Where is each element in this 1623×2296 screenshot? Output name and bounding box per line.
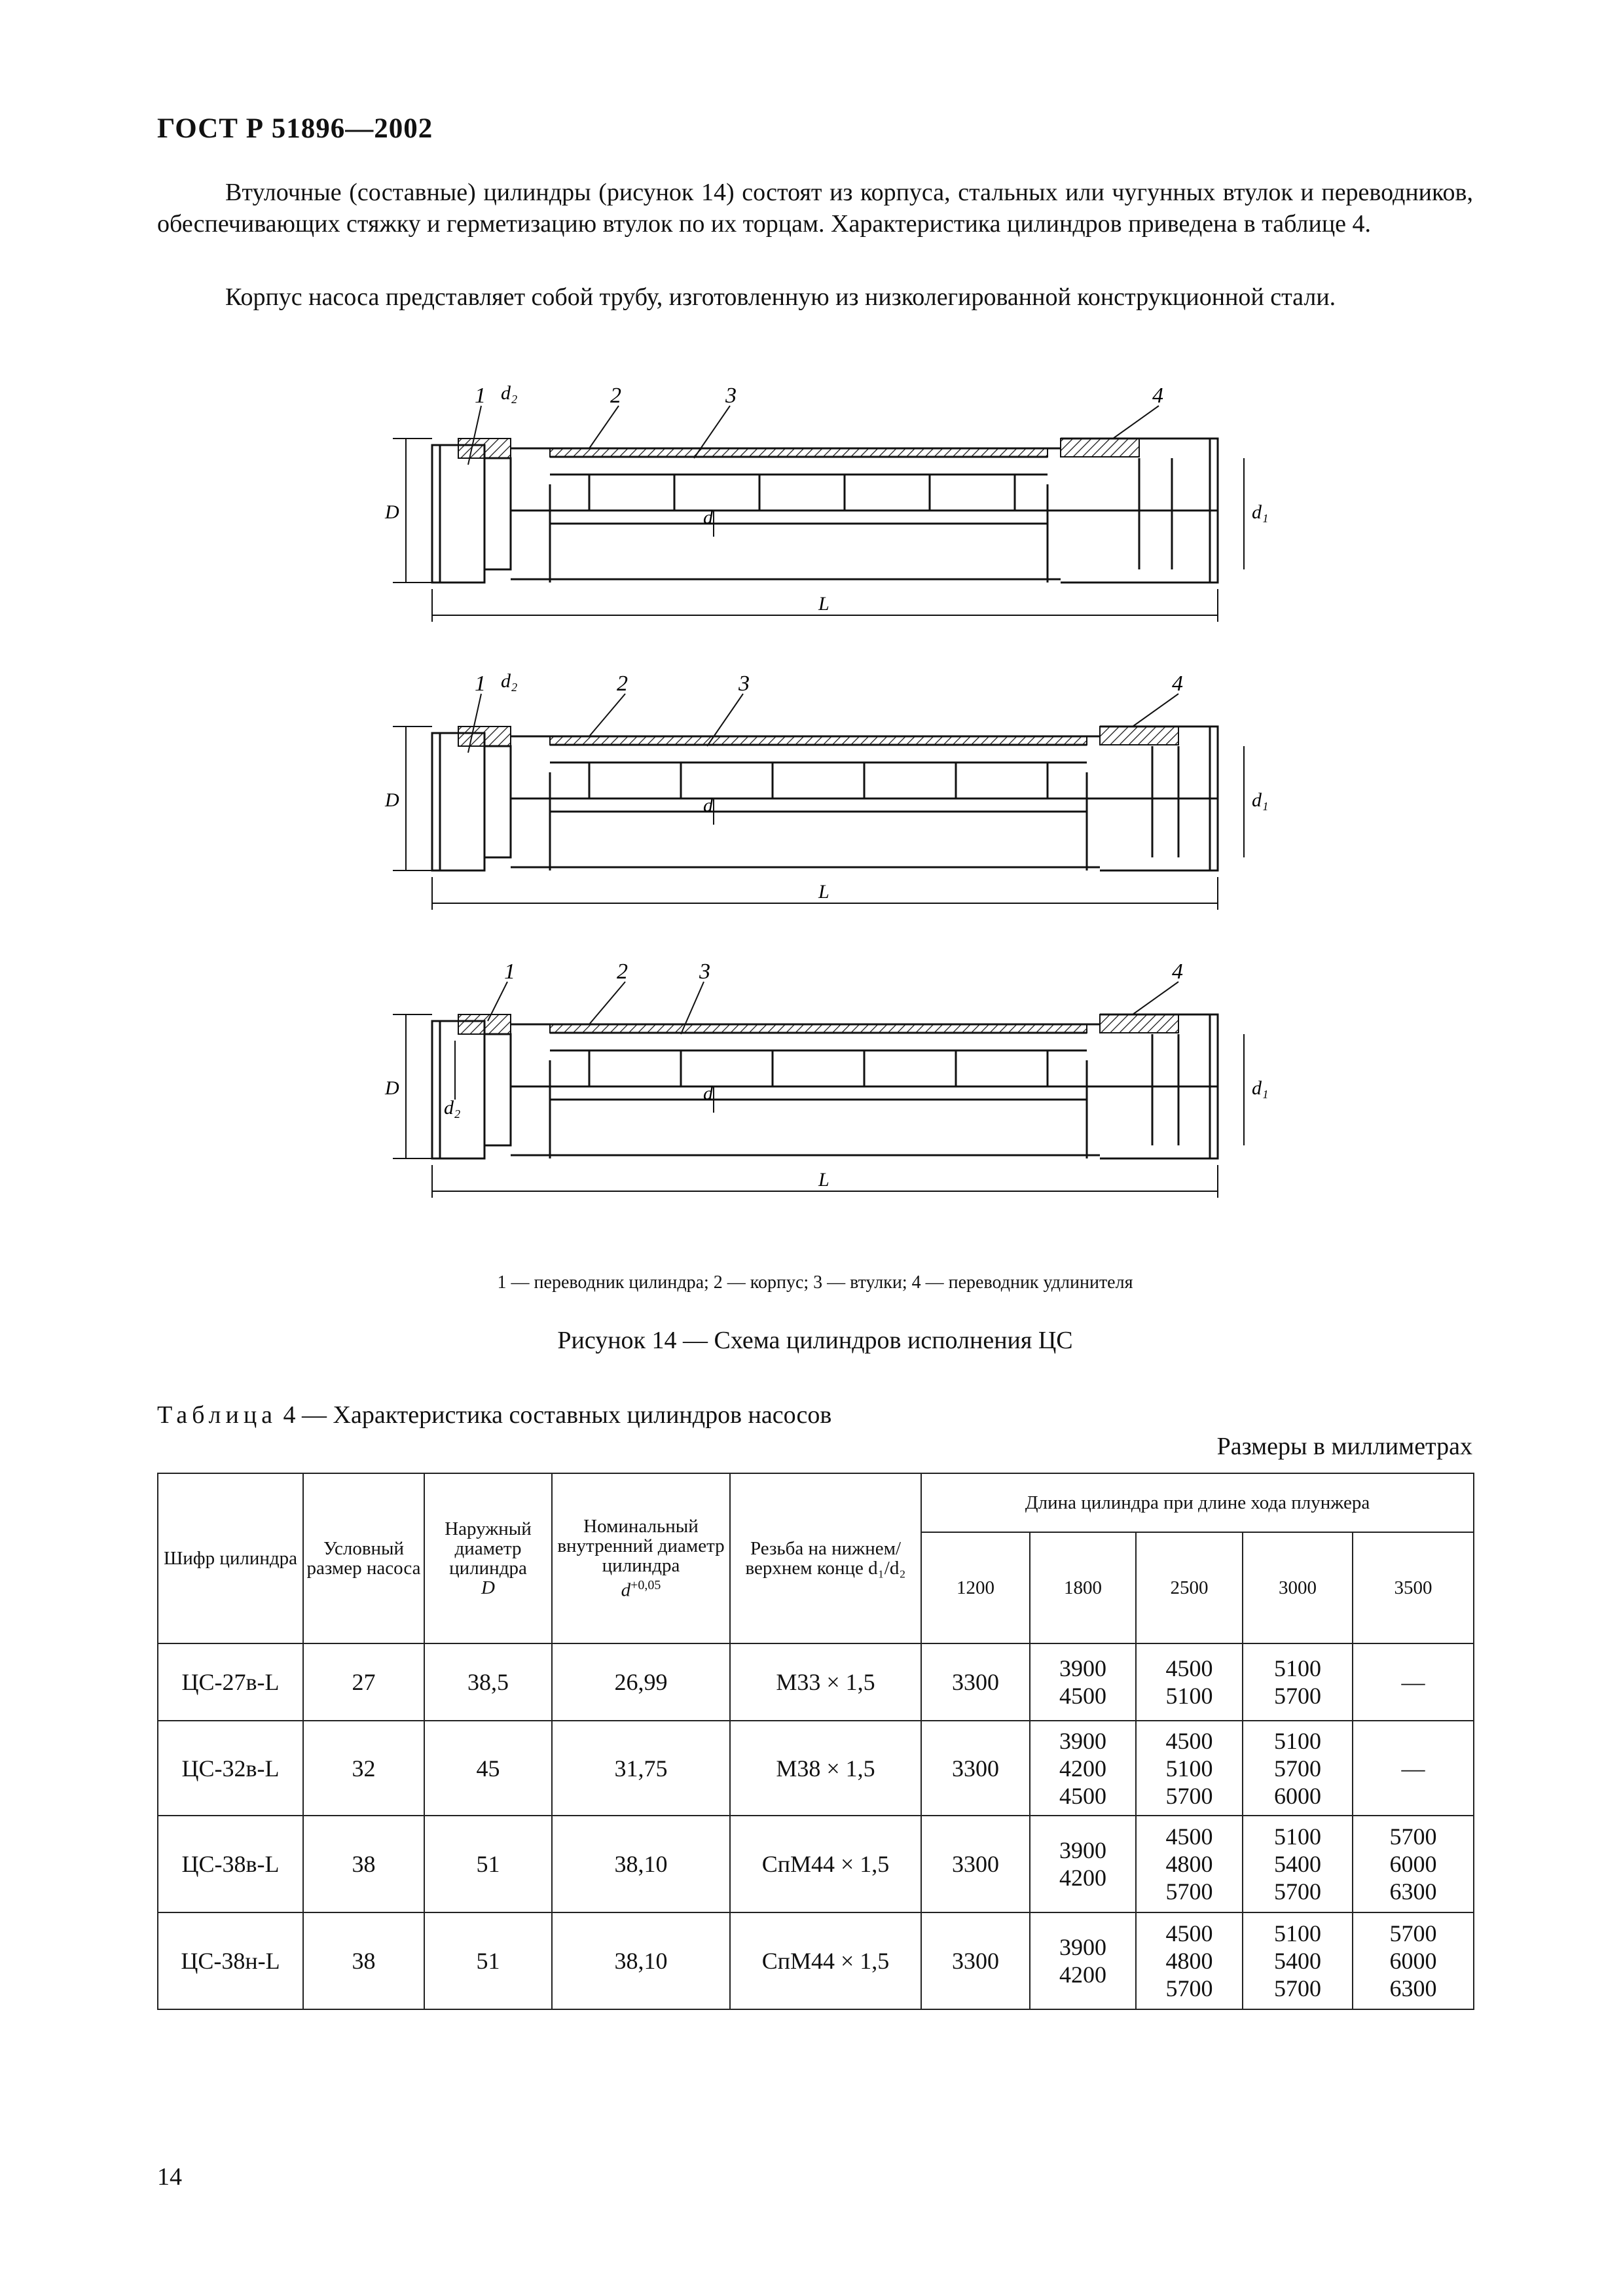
cylinder-variant-1 (384, 382, 1268, 622)
label-d1-v3: d₁ (1252, 1077, 1269, 1099)
label-d2-v3: d₂ (444, 1097, 461, 1119)
cell-outer: 45 (424, 1721, 552, 1816)
cell-size: 38 (303, 1816, 424, 1912)
header-inner-text: Номинальный внутренний диаметр цилиндра (557, 1516, 725, 1577)
cell-l1800: 3900 4200 (1030, 1816, 1136, 1912)
label-d-v3: d (703, 1083, 713, 1104)
document-header: ГОСТ Р 51896—2002 (157, 113, 433, 144)
label-L-v1: L (818, 593, 830, 615)
cell-l1200: 3300 (921, 1816, 1030, 1912)
label-D-v2: D (385, 789, 399, 811)
label-d2-v2: d₂ (501, 670, 518, 692)
cell-l3500: — (1353, 1721, 1474, 1816)
cell-l1800: 3900 4200 (1030, 1912, 1136, 2009)
header-size: Условный размер насоса (303, 1473, 424, 1643)
label-d2-v1: d₂ (501, 382, 518, 404)
table-caption (157, 1401, 831, 1429)
label-4-v2: 4 (1172, 672, 1183, 696)
label-2-v1: 2 (610, 384, 621, 408)
header-inner-symbol: d (621, 1579, 631, 1601)
label-d1-v1: d₁ (1252, 501, 1269, 523)
cell-cipher: ЦС-27в-L (158, 1643, 303, 1721)
cell-size: 32 (303, 1721, 424, 1816)
cell-l3500: 5700 6000 6300 (1353, 1912, 1474, 2009)
cell-inner: 38,10 (552, 1816, 730, 1912)
cell-l3000: 5100 5700 (1243, 1643, 1353, 1721)
cell-thread: СпМ44 × 1,5 (730, 1912, 921, 2009)
header-length-group: Длина цилиндра при длине хода плунжера (921, 1473, 1474, 1532)
header-inner (552, 1473, 730, 1643)
table-row (158, 1816, 1474, 1912)
label-3-v3: 3 (699, 960, 710, 984)
header-inner-tolerance: +0,05 (630, 1578, 661, 1593)
cell-l1200: 3300 (921, 1721, 1030, 1816)
cell-inner: 38,10 (552, 1912, 730, 2009)
paragraph-body: Корпус насоса представляет собой трубу, изготовленную из низколегированной конструкционной стали. (225, 283, 1336, 311)
header-stroke-1200: 1200 (921, 1532, 1030, 1643)
cell-l2500: 4500 4800 5700 (1136, 1816, 1243, 1912)
cell-l3500: — (1353, 1643, 1474, 1721)
label-d-v2: d (703, 795, 713, 816)
cell-outer: 38,5 (424, 1643, 552, 1721)
header-stroke-1800: 1800 (1030, 1532, 1136, 1643)
header-outer-symbol: D (481, 1577, 495, 1598)
cell-l2500: 4500 5100 5700 (1136, 1721, 1243, 1816)
cell-l1200: 3300 (921, 1912, 1030, 2009)
cell-inner: 31,75 (552, 1721, 730, 1816)
cylinder-variant-2 (384, 670, 1268, 910)
cell-l3000: 5100 5700 6000 (1243, 1721, 1353, 1816)
label-4-v1: 4 (1152, 384, 1163, 408)
header-stroke-2500: 2500 (1136, 1532, 1243, 1643)
header-thread: Резьба на нижнем/верхнем конце d₁/d₂ (730, 1473, 921, 1643)
header-cipher: Шифр цилиндра (158, 1473, 303, 1643)
table-caption-prefix: Таблица (157, 1401, 278, 1429)
cell-l3000: 5100 5400 5700 (1243, 1912, 1353, 2009)
cell-cipher: ЦС-32в-L (158, 1721, 303, 1816)
label-d-v1: d (703, 507, 713, 528)
cell-l1200: 3300 (921, 1643, 1030, 1721)
table-row (158, 1912, 1474, 2009)
label-3-v2: 3 (739, 672, 750, 696)
header-outer (424, 1473, 552, 1643)
table-row (158, 1643, 1474, 1721)
cell-l2500: 4500 5100 (1136, 1643, 1243, 1721)
label-2-v2: 2 (617, 672, 628, 696)
cell-outer: 51 (424, 1816, 552, 1912)
cell-size: 27 (303, 1643, 424, 1721)
table-units: Размеры в миллиметрах (1216, 1433, 1472, 1460)
figure-legend: 1 — переводник цилиндра; 2 — корпус; 3 — втулки; 4 — переводник удлинителя (497, 1272, 1133, 1293)
label-L-v2: L (818, 881, 830, 903)
cell-inner: 26,99 (552, 1643, 730, 1721)
cell-l2500: 4500 4800 5700 (1136, 1912, 1243, 2009)
figure-caption: Рисунок 14 — Схема цилиндров исполнения ЦС (557, 1327, 1073, 1354)
label-1-v2: 1 (475, 672, 486, 696)
cylinder-drawings (367, 367, 1309, 1237)
header-stroke-3500: 3500 (1353, 1532, 1474, 1643)
cell-l1800: 3900 4200 4500 (1030, 1721, 1136, 1816)
cylinder-spec-table (157, 1473, 1474, 2010)
label-d1-v2: d₁ (1252, 789, 1269, 811)
table-row (158, 1721, 1474, 1816)
label-L-v3: L (818, 1169, 830, 1191)
table-caption-text: 4 — Характеристика составных цилиндров насосов (277, 1401, 832, 1429)
label-1-v3: 1 (504, 960, 515, 984)
figure-cylinder-schemes (367, 367, 1309, 1237)
cylinder-variant-3 (384, 960, 1268, 1198)
cell-l3000: 5100 5400 5700 (1243, 1816, 1353, 1912)
header-outer-text: Наружный диаметр цилиндра (445, 1518, 532, 1579)
paragraph-cylinders: Втулочные (составные) цилиндры (рисунок 14) состоят из корпуса, стальных или чугунных втулок и переводников, обеспечивающих стяжку и герметизацию втулок по их торцам. Характеристика цилиндров приведена в таблице 4. (157, 179, 1473, 238)
cell-l1800: 3900 4500 (1030, 1643, 1136, 1721)
cell-outer: 51 (424, 1912, 552, 2009)
cell-cipher: ЦС-38в-L (158, 1816, 303, 1912)
cell-size: 38 (303, 1912, 424, 2009)
cell-thread: СпМ44 × 1,5 (730, 1816, 921, 1912)
header-stroke-3000: 3000 (1243, 1532, 1353, 1643)
cell-cipher: ЦС-38н-L (158, 1912, 303, 2009)
label-D-v3: D (385, 1077, 399, 1099)
page-number: 14 (157, 2163, 182, 2191)
label-4-v3: 4 (1172, 960, 1183, 984)
label-3-v1: 3 (725, 384, 737, 408)
cell-thread: М38 × 1,5 (730, 1721, 921, 1816)
label-D-v1: D (385, 501, 399, 523)
label-1-v1: 1 (475, 384, 486, 408)
cell-thread: М33 × 1,5 (730, 1643, 921, 1721)
cell-l3500: 5700 6000 6300 (1353, 1816, 1474, 1912)
label-2-v3: 2 (617, 960, 628, 984)
